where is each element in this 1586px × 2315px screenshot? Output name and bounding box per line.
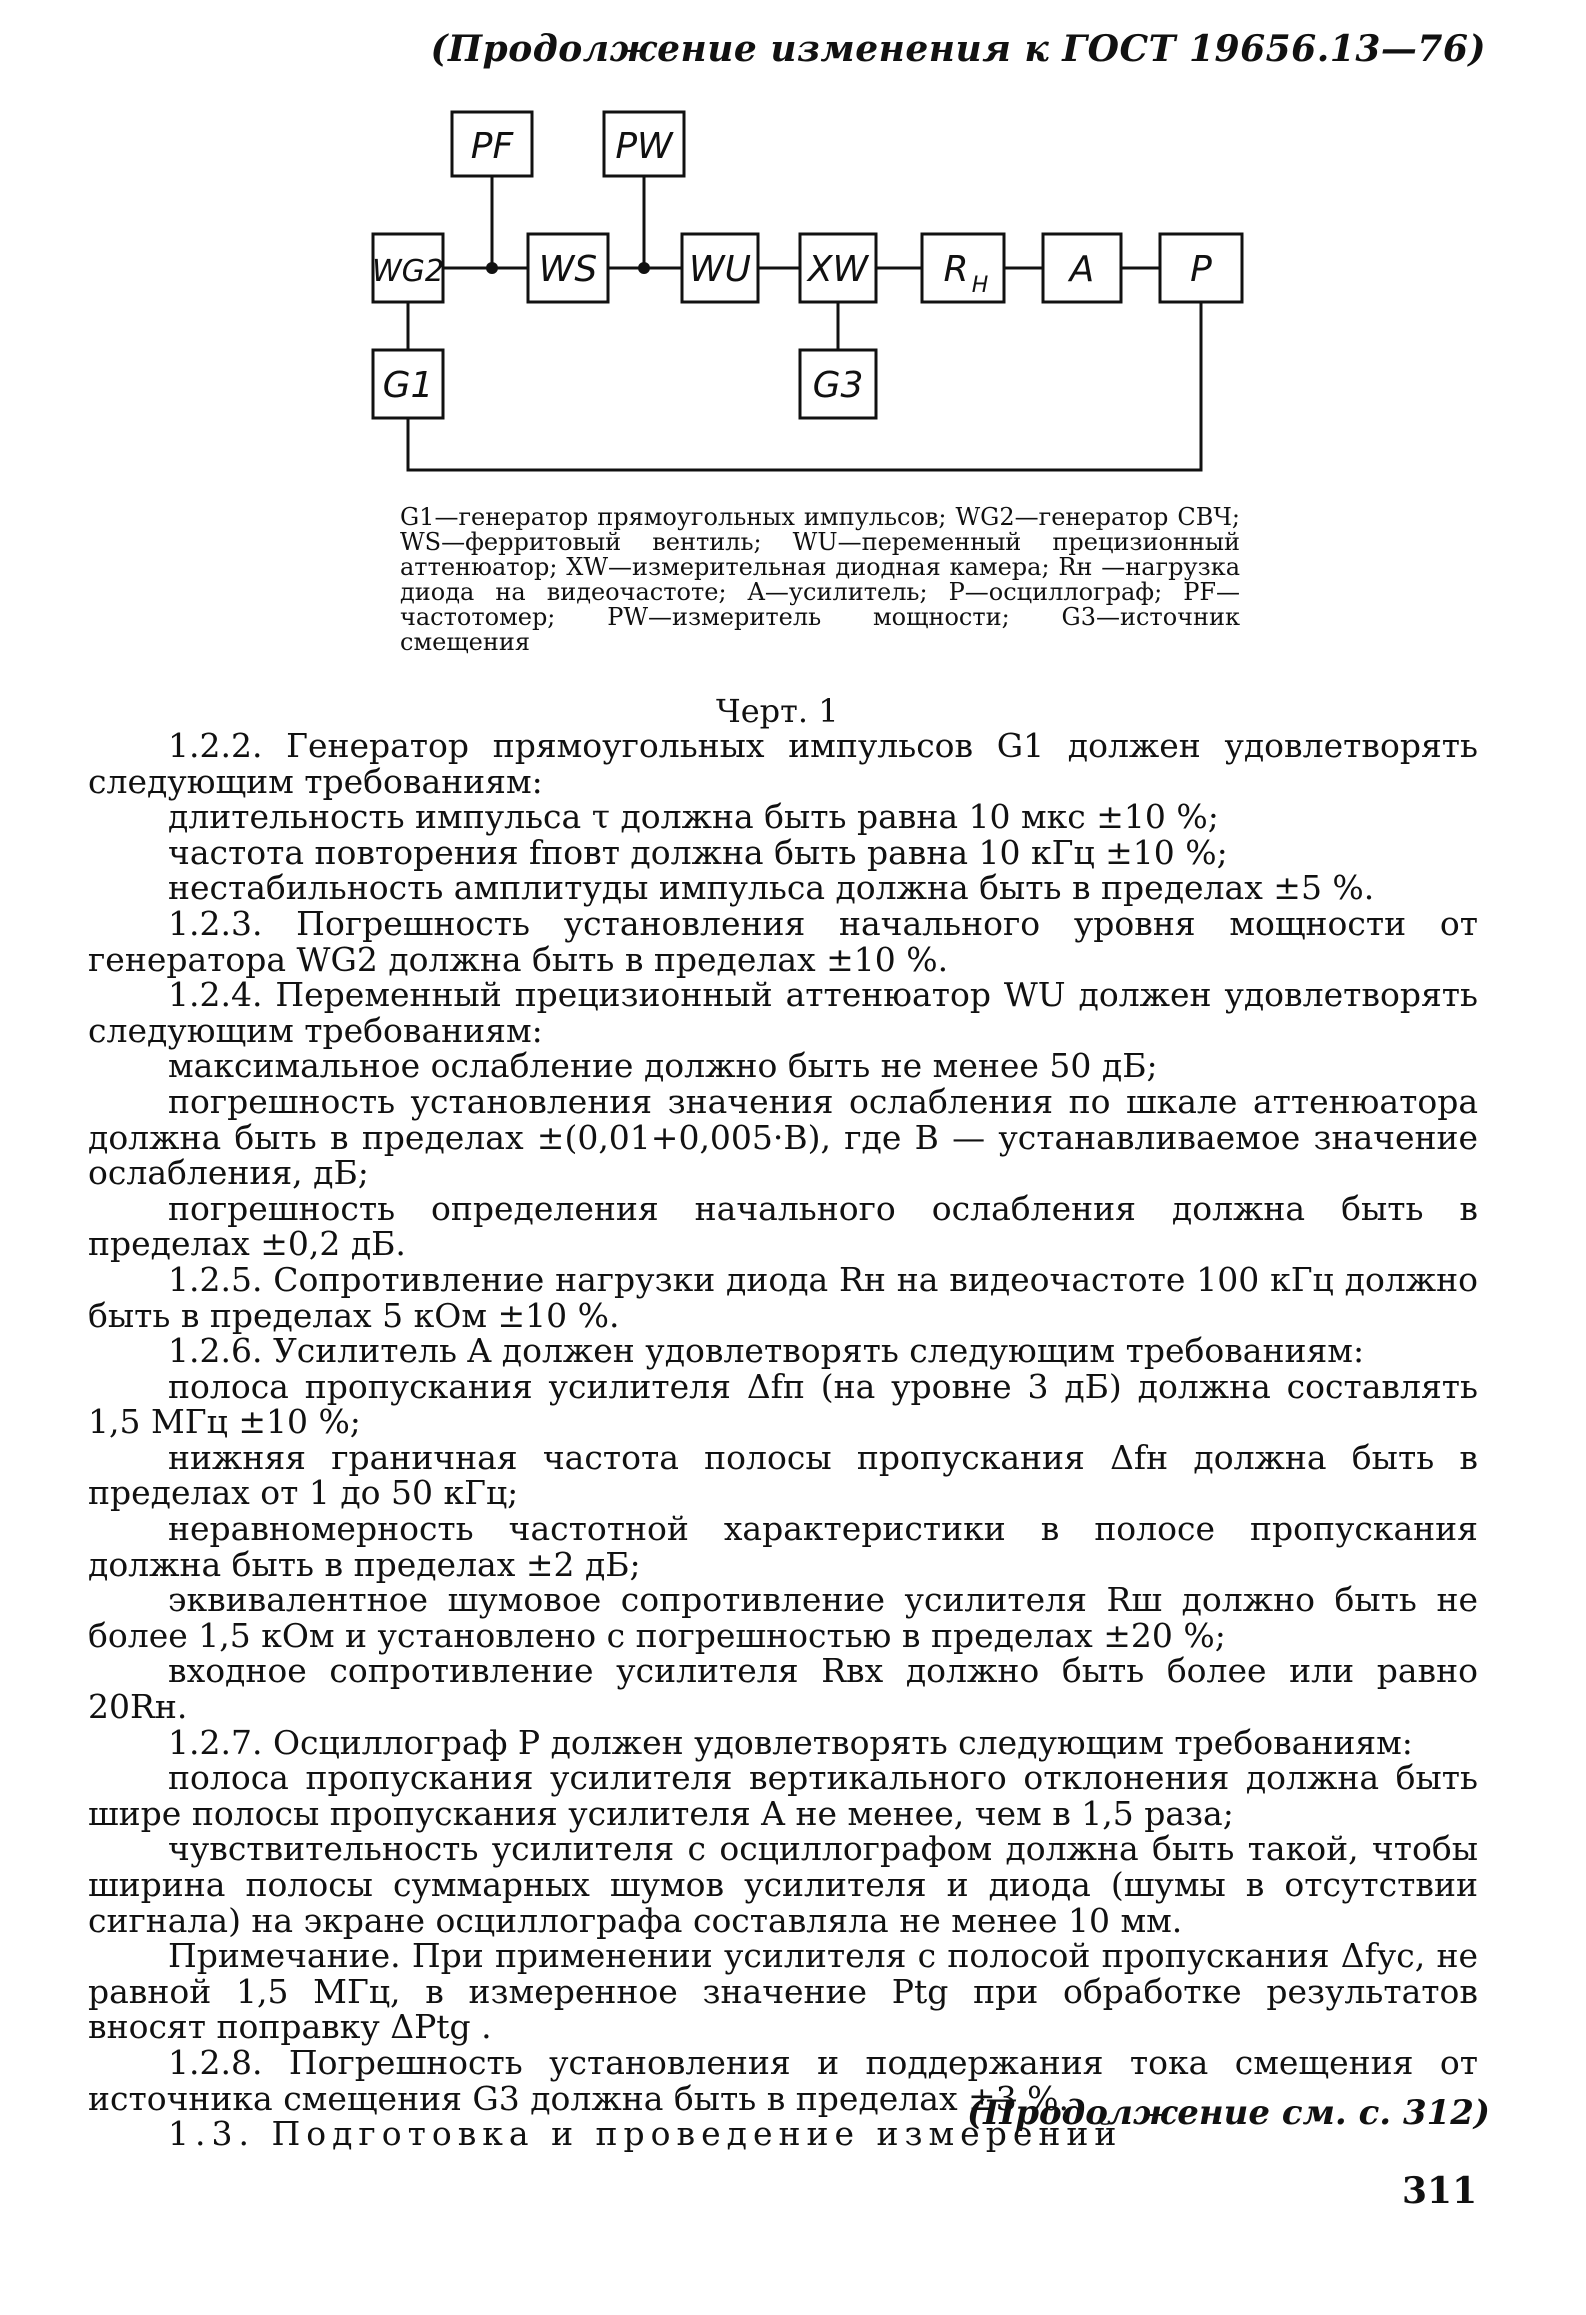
caption-text: G1—генератор прямоугольных импульсов; WG2—генератор СВЧ; WS—ферритовый вентиль; WU—переменный прецизионный аттенюатор; XW—измерительная диодная камера; Rн —нагрузка диода на видеочастоте; A—усилитель; P—осциллограф; PF—частотомер; PW—измеритель мощности; G3—источник смещения (400, 503, 1240, 656)
para-max-attenuation: максимальное ослабление должно быть не менее 50 дБ; (168, 1046, 1158, 1086)
label-xw: XW (807, 249, 869, 290)
para-1-2-6: 1.2.6. Усилитель A должен удовлетворять следующим требованиям: (168, 1331, 1365, 1371)
page-footer-continuation: (Продолжение см. с. 312) (967, 2093, 1490, 2133)
para-vertical-bandwidth: полоса пропускания усилителя вертикального отклонения должна быть шире полосы пропускания усилителя A не менее, чем в 1,5 раза; (88, 1758, 1478, 1833)
label-rh-sub: H (971, 273, 989, 298)
label-wg2: WG2 (372, 254, 444, 289)
para-noise-resistance: эквивалентное шумовое сопротивление усилителя Rш должно быть не более 1,5 кОм и установлено с погрешностью в пределах ±20 %; (88, 1580, 1478, 1655)
junction-dot-1 (486, 262, 498, 274)
para-1-2-7: 1.2.7. Осциллограф P должен удовлетворять следующим требованиям: (168, 1722, 1413, 1762)
para-repeat-frequency: частота повторения fповт должна быть равна 10 кГц ±10 %; (168, 832, 1228, 872)
label-p: P (1190, 249, 1212, 290)
label-pf: PF (470, 126, 514, 167)
para-1-2-8: 1.2.8. Погрешность установления и поддержания тока смещения от источника смещения G3 должна быть в пределах ±3 %. (88, 2042, 1478, 2118)
para-lower-frequency: нижняя граничная частота полосы пропускания Δfн должна быть в пределах от 1 до 50 кГц; (88, 1437, 1478, 1513)
para-input-resistance: входное сопротивление усилителя Rвх должно быть более или равно 20Rн. (88, 1651, 1478, 1727)
label-g3: G3 (812, 365, 864, 406)
label-pw: PW (615, 126, 673, 167)
label-rh: R (943, 249, 969, 290)
figure-caption (400, 505, 1240, 655)
label-wu: WU (689, 249, 751, 290)
block-diagram (360, 110, 1260, 480)
section-heading-1-3: 1.3. Подготовка и проведение измерений (168, 2114, 1123, 2154)
para-bandwidth: полоса пропускания усилителя Δfп (на уровне 3 дБ) должна составлять 1,5 МГц ±10 %; (88, 1366, 1478, 1442)
para-1-2-4: 1.2.4. Переменный прецизионный аттенюатор WU должен удовлетворять следующим требованиям: (88, 975, 1478, 1050)
para-1-2-5: 1.2.5. Сопротивление нагрузки диода Rн на видеочастоте 100 кГц должно быть в пределах 5 кОм ±10 %. (88, 1259, 1478, 1335)
figure-label: Черт. 1 (716, 692, 839, 730)
label-a: A (1069, 249, 1095, 290)
label-g1: G1 (382, 365, 434, 406)
para-amplitude-instability: нестабильность амплитуды импульса должна быть в пределах ±5 %. (168, 868, 1375, 908)
para-impulse-duration: длительность импульса τ должна быть равна 10 мкс ±10 %; (168, 797, 1219, 837)
para-flatness: неравномерность частотной характеристики в полосе пропускания должна быть в пределах ±2 дБ; (88, 1509, 1478, 1584)
page-header: (Продолжение изменения к ГОСТ 19656.13—76) (430, 28, 1486, 70)
para-initial-attenuation: погрешность определения начального ослабления должна быть в пределах ±0,2 дБ. (88, 1188, 1478, 1264)
label-ws: WS (538, 249, 598, 290)
para-sensitivity: чувствительность усилителя с осциллографом должна быть такой, чтобы ширина полосы суммарных шумов усилителя и диода (шумы в отсутствии сигнала) на экране осциллографа составляла не менее 10 мм. (88, 1829, 1478, 1940)
para-1-2-2: 1.2.2. Генератор прямоугольных импульсов G1 должен удовлетворять следующим требованиям: (88, 726, 1478, 801)
page-number: 311 (1402, 2170, 1478, 2212)
para-1-2-3: 1.2.3. Погрешность установления начального уровня мощности от генератора WG2 должна быть в пределах ±10 %. (88, 903, 1478, 979)
junction-dot-2 (638, 262, 650, 274)
body-text (88, 728, 1478, 2152)
para-attenuation-error: погрешность установления значения ослабления по шкале аттенюатора должна быть в пределах ±(0,01+0,005·B), где B — устанавливаемое значение ослабления, дБ; (88, 1081, 1478, 1193)
para-note: Примечание. При применении усилителя с полосой пропускания Δfус, не равной 1,5 МГц, в измеренное значение Ptg при обработке результатов вносят поправку ΔPtg . (88, 1936, 1478, 2047)
